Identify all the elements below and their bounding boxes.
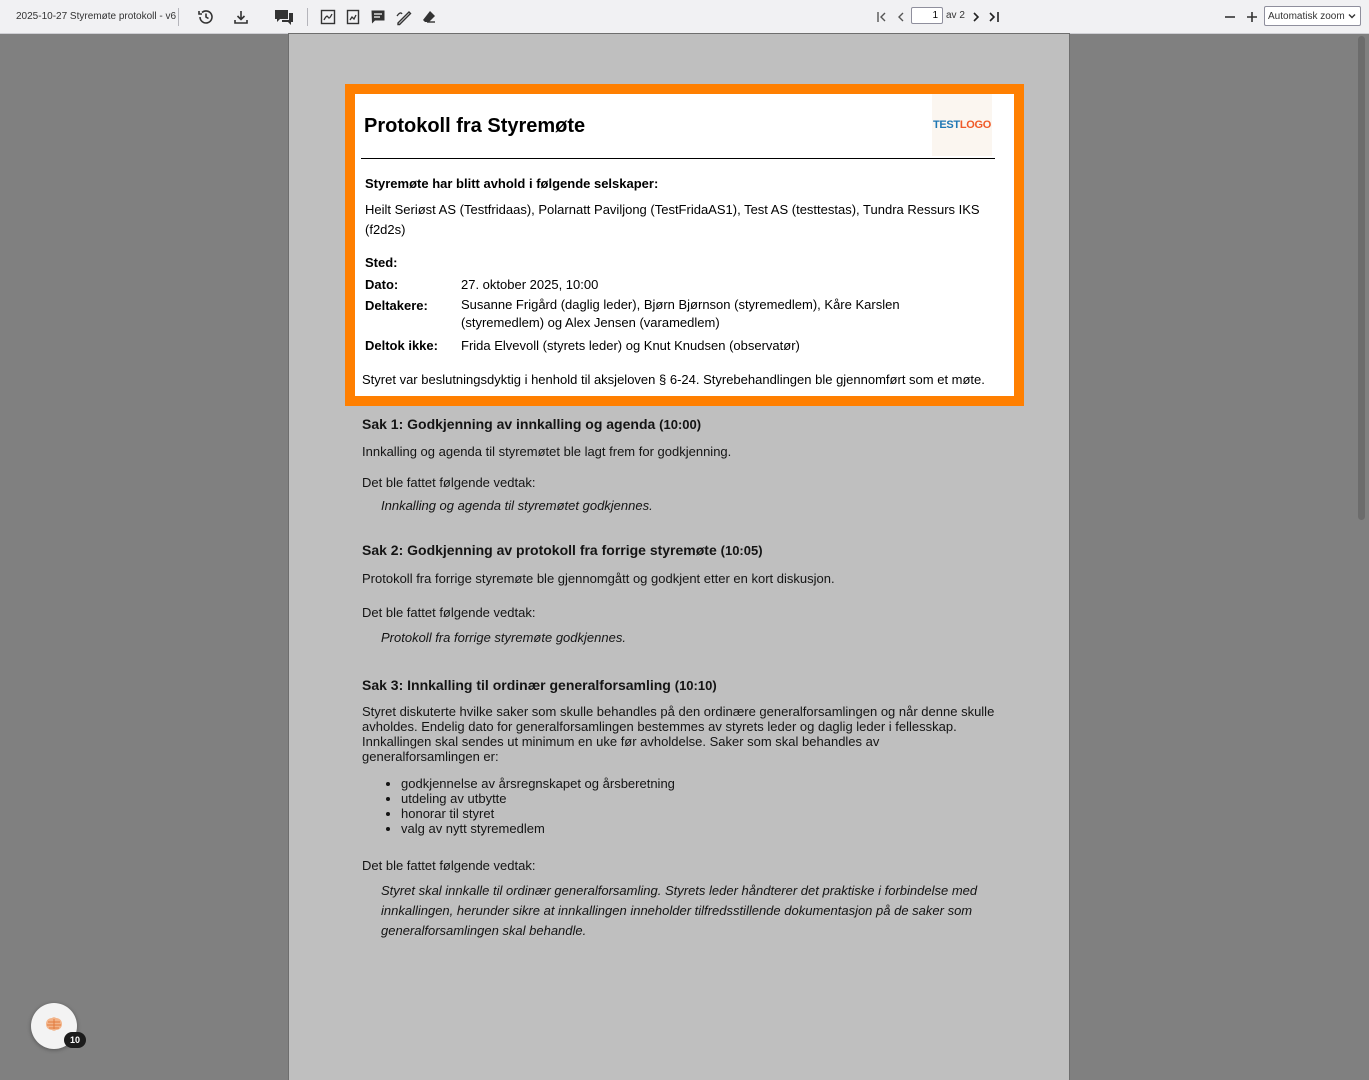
list-item: • godkjennelse av årsregnskapet og årsberetning	[401, 776, 675, 791]
toolbar-divider	[307, 8, 308, 26]
decision-intro: Det ble fattet følgende vedtak:	[362, 605, 536, 620]
scrollbar[interactable]	[1358, 36, 1365, 520]
document-title: 2025-10-27 Styremøte protokoll - v6	[16, 11, 177, 22]
meta-value: Susanne Frigård (daglig leder), Bjørn Bjørnson (styremedlem), Kåre Karslen (styremedlem) og Alex Jensen (varamedlem)	[461, 297, 900, 330]
zoom-select[interactable]	[1264, 6, 1361, 26]
notification-badge: 10	[64, 1032, 86, 1048]
agenda-item-body: Styret diskuterte hvilke saker som skulle behandles på den ordinære generalforsamlingen og når denne skulle avholdes. Endelig dato for generalforsamlingen bestemmes av styrets leder og daglig leder i fellesskap. Innkallingen skal sendes ut minimum en uke før avholdelse. Saker som skal behandles av generalforsamlingen er:	[362, 704, 995, 764]
agenda-item-heading: Sak 2: Godkjenning av protokoll fra forrige styremøte (10:05)	[362, 542, 763, 558]
history-icon[interactable]	[196, 7, 216, 27]
pdf-toolbar	[0, 0, 1369, 34]
comments-icon[interactable]	[273, 7, 295, 27]
brain-icon	[42, 1015, 66, 1038]
logo-text-part1: TEST	[932, 119, 960, 131]
list-item: • utdeling av utbytte	[401, 791, 675, 806]
page-count: av 2	[946, 10, 965, 21]
decision-text: Protokoll fra forrige styremøte godkjennes.	[381, 630, 626, 645]
decision-intro: Det ble fattet følgende vedtak:	[362, 475, 536, 490]
header-divider	[361, 158, 995, 159]
page-title: Protokoll fra Styremøte	[364, 115, 586, 137]
eraser-icon[interactable]	[419, 7, 439, 27]
company-logo	[932, 94, 992, 156]
logo-text-part2: LOGO	[959, 119, 992, 131]
last-page-icon[interactable]	[984, 7, 1004, 27]
decision-text: Innkalling og agenda til styremøtet godkjennes.	[381, 498, 653, 513]
list-item: • honorar til styret	[401, 806, 675, 821]
meta-value: 27. oktober 2025, 10:00	[461, 277, 599, 292]
note-icon[interactable]	[368, 7, 388, 27]
agenda-item-body: Protokoll fra forrige styremøte ble gjennomgått og godkjent etter en kort diskusjon.	[362, 571, 835, 586]
zoom-out-icon[interactable]	[1220, 7, 1240, 27]
download-icon[interactable]	[231, 7, 251, 27]
page-number-input[interactable]	[911, 7, 943, 24]
zoom-select-label: Automatisk zoom	[1268, 10, 1345, 22]
list-item: • valg av nytt styremedlem	[401, 821, 675, 836]
first-page-icon[interactable]	[872, 7, 892, 27]
companies-list: Heilt Seriøst AS (Testfridaas), Polarnatt Paviljong (TestFridaAS1), Test AS (testtestas), Tundra Ressurs IKS (f2d2s)	[365, 202, 980, 237]
image-icon[interactable]	[343, 7, 363, 27]
meta-label: Deltakere:	[365, 298, 428, 313]
meta-value: Frida Elvevoll (styrets leder) og Knut Knudsen (observatør)	[461, 338, 800, 353]
meta-label: Deltok ikke:	[365, 338, 438, 353]
meta-label: Sted:	[365, 255, 398, 270]
agenda-item-body: Innkalling og agenda til styremøtet ble lagt frem for godkjenning.	[362, 444, 732, 459]
meta-label: Dato:	[365, 277, 399, 292]
quorum-statement: Styret var beslutningsdyktig i henhold til aksjeloven § 6-24. Styrebehandlingen ble gjennomført som et møte.	[362, 372, 985, 387]
agenda-bullet-list	[401, 776, 675, 836]
companies-heading: Styremøte har blitt avhold i følgende selskaper:	[365, 176, 659, 191]
decision-intro: Det ble fattet følgende vedtak:	[362, 858, 536, 873]
zoom-in-icon[interactable]	[1242, 7, 1262, 27]
agenda-item-heading: Sak 1: Godkjenning av innkalling og agenda (10:00)	[362, 416, 702, 432]
pdf-page	[289, 34, 1069, 1080]
toolbar-divider	[178, 8, 179, 26]
signature-icon[interactable]	[318, 7, 338, 27]
chevron-down-icon	[1348, 12, 1356, 23]
draw-icon[interactable]	[394, 7, 414, 27]
next-page-icon[interactable]	[966, 7, 986, 27]
decision-text: Styret skal innkalle til ordinær generalforsamling. Styrets leder håndterer det praktiske i forbindelse med innkallingen, herunder sikre at innkallingen inneholder tilfredsstillende dokumentasjon på de saker som generalforsamlingen skal behandle.	[381, 883, 978, 938]
agenda-item-heading: Sak 3: Innkalling til ordinær generalforsamling (10:10)	[362, 677, 717, 693]
previous-page-icon[interactable]	[891, 7, 911, 27]
